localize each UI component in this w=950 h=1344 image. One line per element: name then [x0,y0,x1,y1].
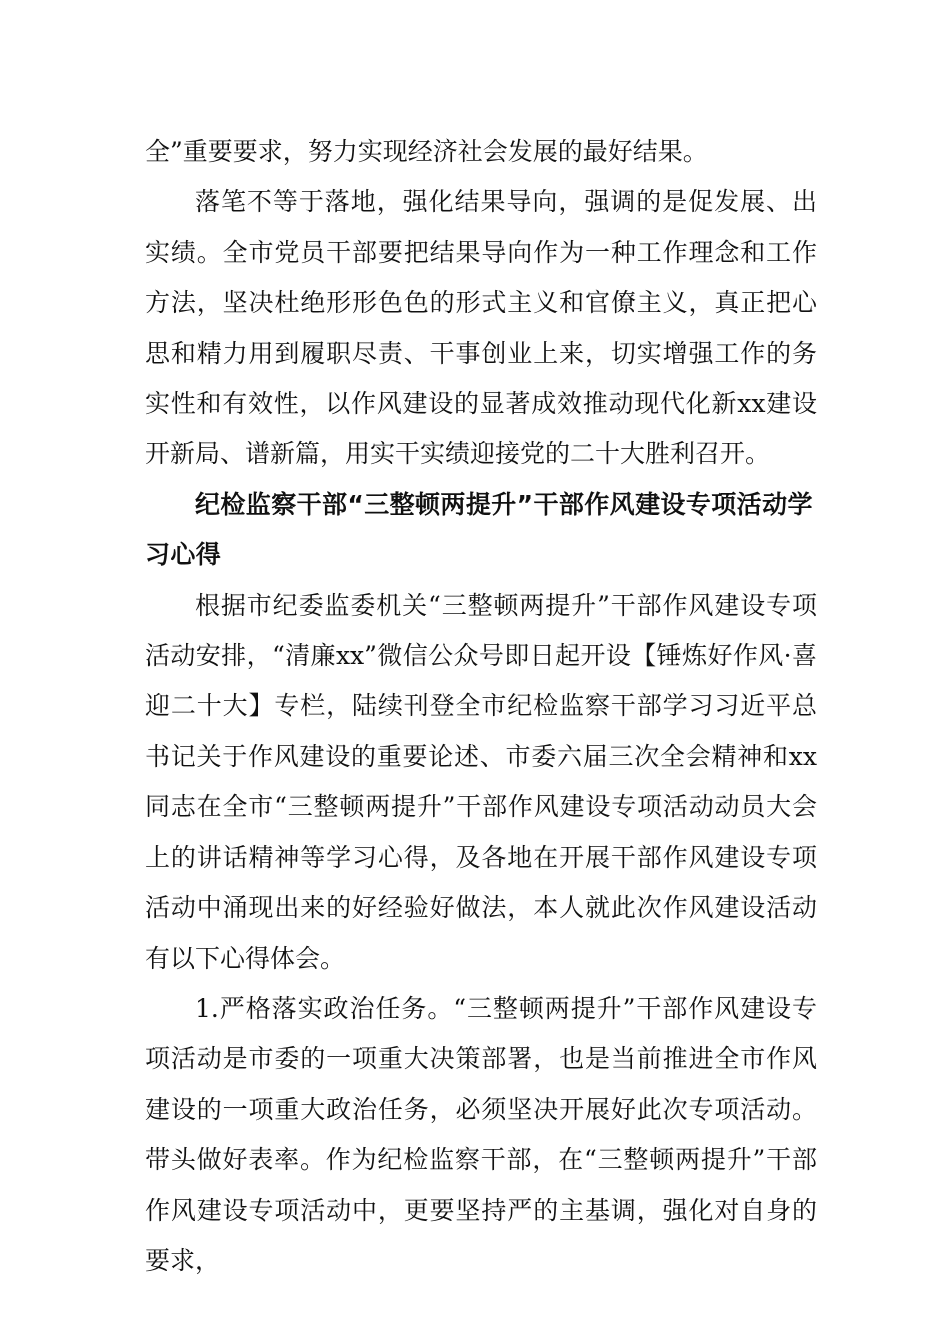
body-paragraph-political-task: 1.严格落实政治任务。“三整顿两提升”干部作风建设专项活动是市委的一项重大决策部署，也是当前推进全市作风建设的一项重大政治任务，必须坚决开展好此次专项活动。带头做好表率。作为纪检监察干部，在“三整顿两提升”干部作风建设专项活动中，更要坚持严的主基调，强化对自身的要求， [145,993,817,1275]
body-paragraph-activity-background: 根据市纪委监委机关“三整顿两提升”干部作风建设专项活动安排，“清廉xx”微信公众号即日起开设【锤炼好作风·喜迎二十大】专栏，陆续刊登全市纪检监察干部学习习近平总书记关于作风建设的重要论述、市委六届三次全会精神和xx同志在全市“三整顿两提升”干部作风建设专项活动动员大会上的讲话精神等学习心得，及各地在开展干部作风建设专项活动中涌现出来的好经验好做法，本人就此次作风建设活动有以下心得体会。 [145,590,817,973]
continuation-paragraph: 全”重要要求，努力实现经济社会发展的最好结果。 [145,137,708,166]
body-paragraph-results-oriented: 落笔不等于落地，强化结果导向，强调的是促发展、出实绩。全市党员干部要把结果导向作为一种工作理念和工作方法，坚决杜绝形形色色的形式主义和官僚主义，真正把心思和精力用到履职尽责、干事创业上来，切实增强工作的务实性和有效性，以作风建设的显著成效推动现代化新xx建设开新局、谱新篇，用实干实绩迎接党的二十大胜利召开。 [145,187,817,469]
document-body [145,127,817,1286]
section-heading: 纪检监察干部“三整顿两提升”干部作风建设专项活动学习心得 [145,489,813,570]
